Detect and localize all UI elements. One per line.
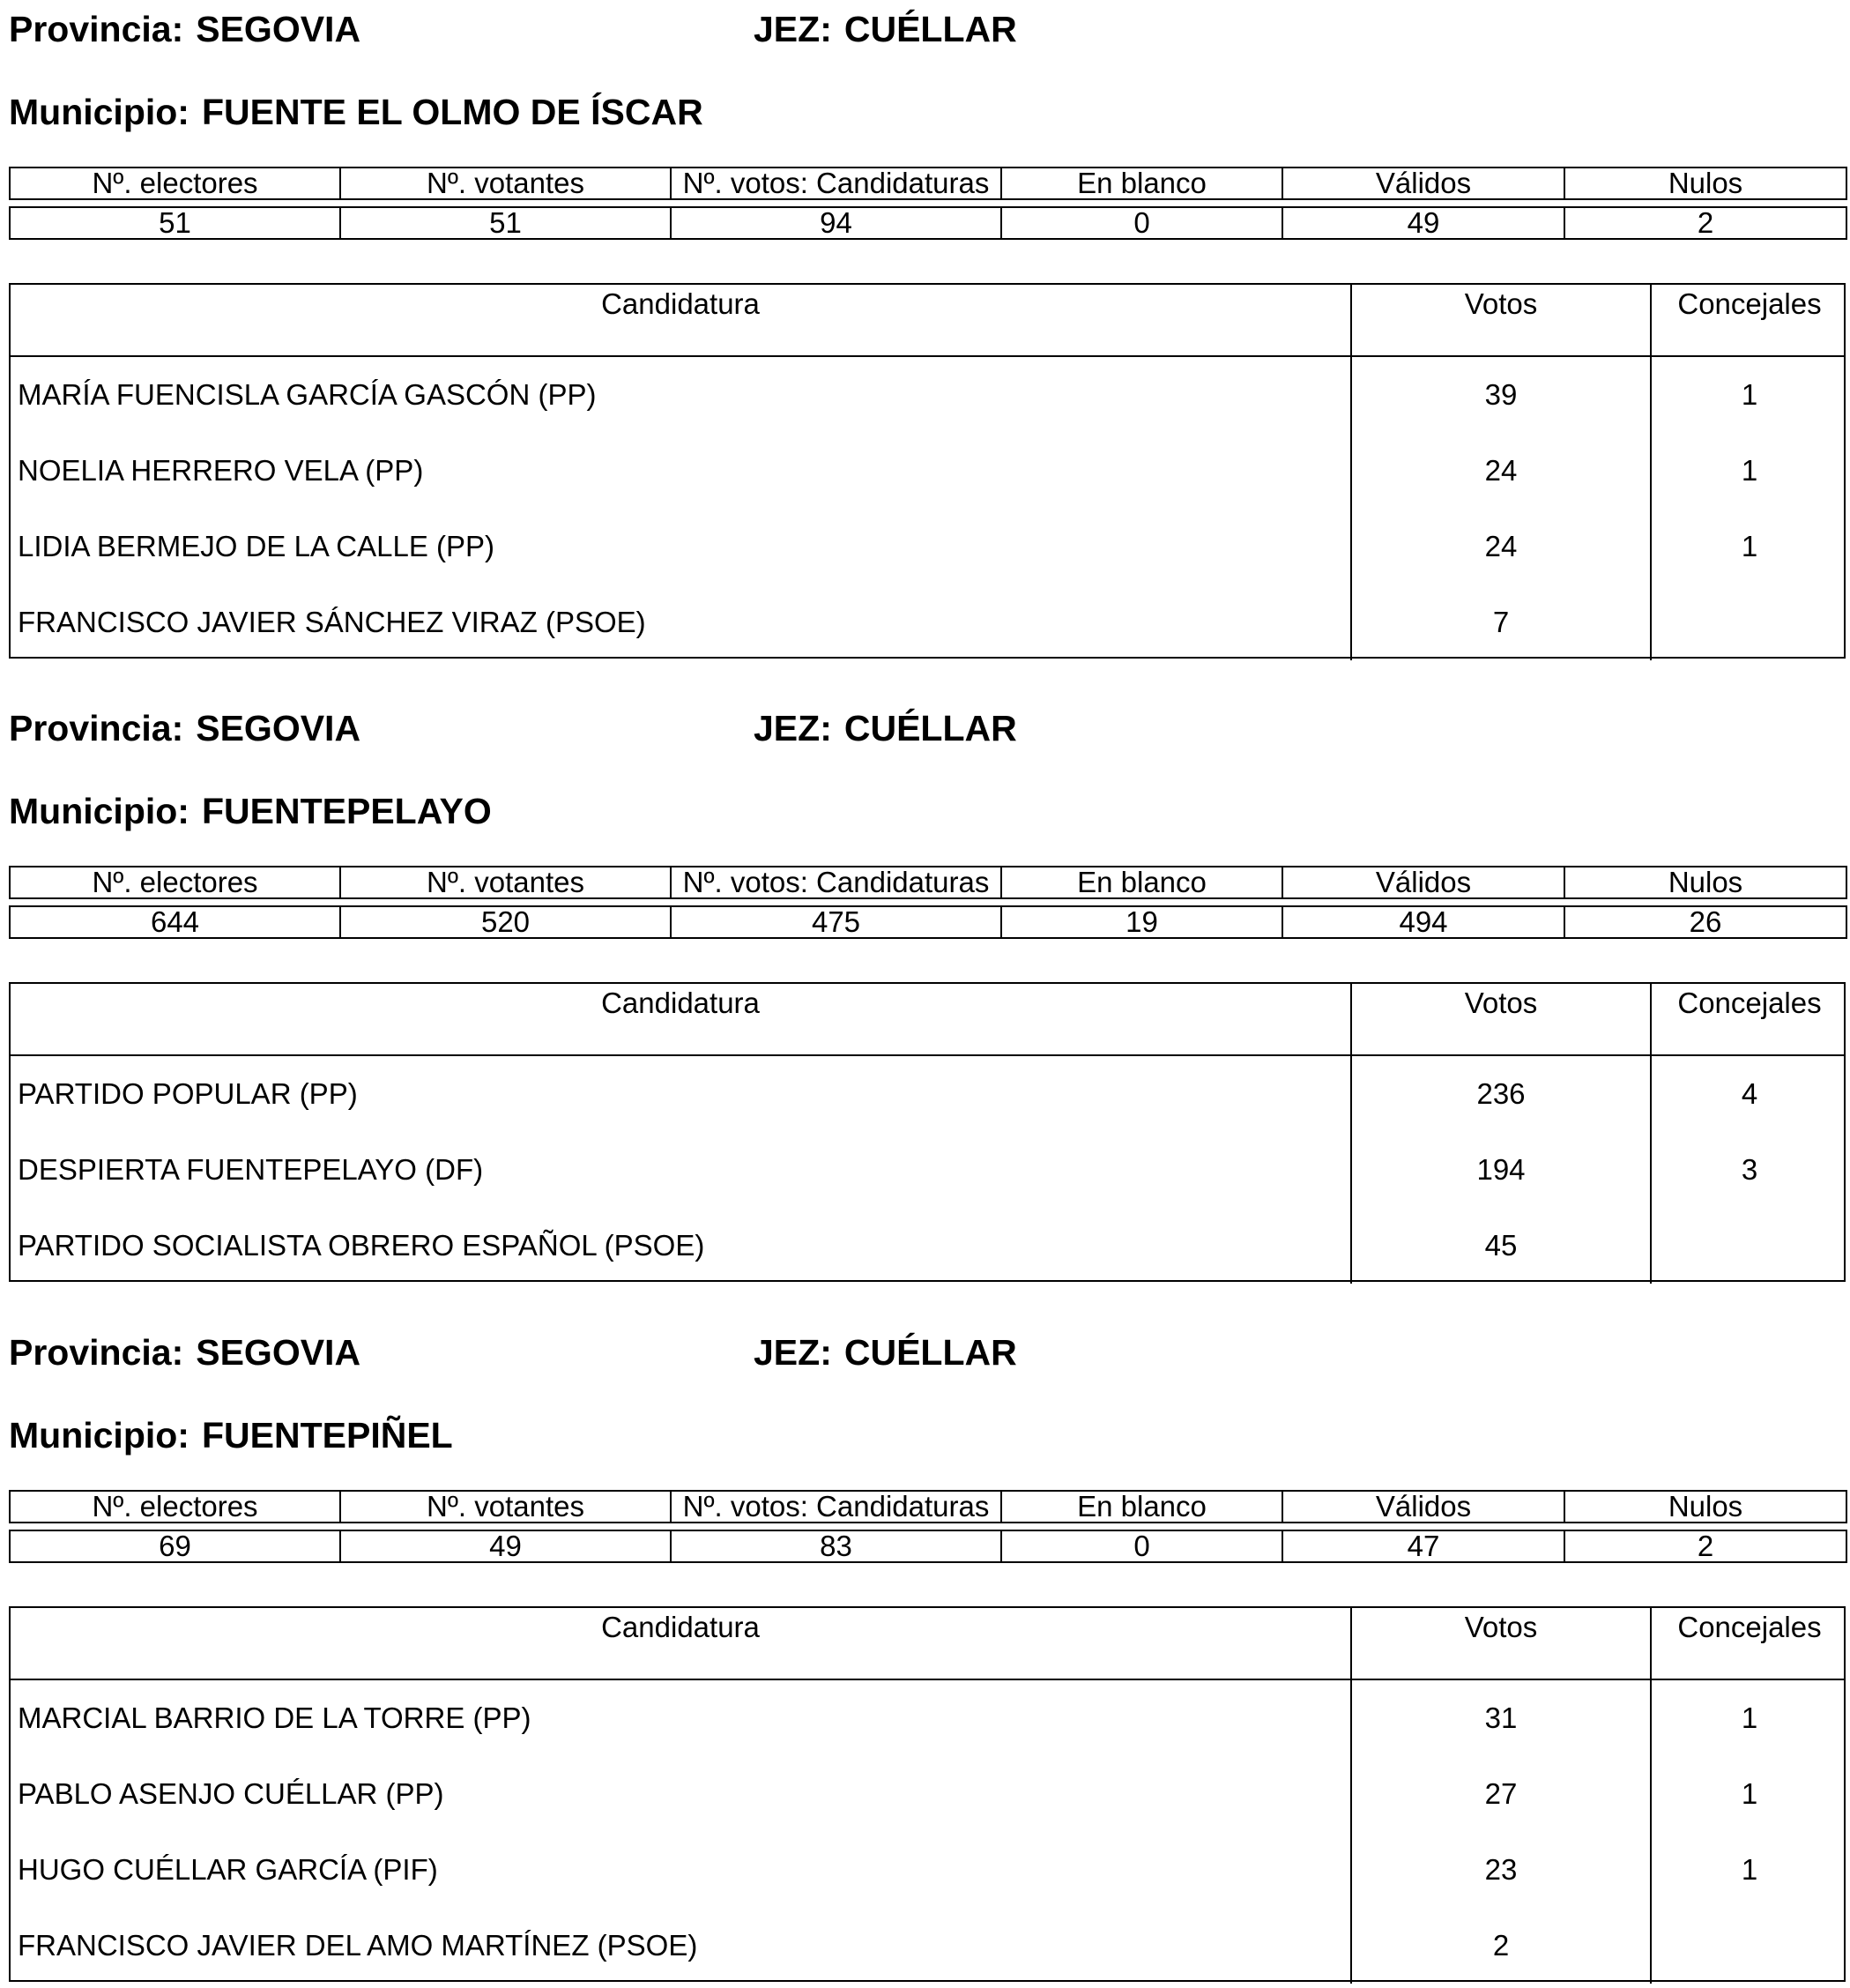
summary-header-row: [10, 168, 1846, 199]
votos-value: 23: [1350, 1832, 1650, 1908]
value-votantes: 49: [340, 1530, 671, 1562]
header-candidatura: Candidatura: [601, 1611, 760, 1643]
jez-value: CUÉLLAR: [843, 9, 1017, 49]
summary-values-table: [9, 206, 1847, 240]
summary-table: [9, 167, 1847, 200]
summary-value-row: [10, 906, 1846, 938]
header-votos-candidaturas: Nº. votos: Candidaturas: [671, 1491, 1001, 1523]
header-votos: Votos: [1350, 285, 1650, 355]
votos-value: 31: [1350, 1680, 1650, 1756]
header-electores: Nº. electores: [10, 168, 340, 199]
municipio-value: FUENTEPELAYO: [201, 791, 492, 831]
header-nulos: Nulos: [1564, 1491, 1846, 1523]
value-nulos: 2: [1564, 1530, 1846, 1562]
candidatura-name: LIDIA BERMEJO DE LA CALLE (PP): [18, 530, 495, 562]
municipio-value: FUENTE EL OLMO DE ÍSCAR: [201, 92, 703, 132]
table-row: [11, 584, 1844, 660]
table-row: [11, 1756, 1844, 1832]
header-concejales: Concejales: [1650, 984, 1847, 1054]
concejales-value: 1: [1650, 1680, 1847, 1756]
header-candidatura: Candidatura: [601, 987, 760, 1019]
header-electores: Nº. electores: [10, 1491, 340, 1523]
provincia-label: Provincia:: [9, 9, 184, 49]
jez-value: CUÉLLAR: [843, 1332, 1017, 1373]
candidatura-name: MARCIAL BARRIO DE LA TORRE (PP): [18, 1701, 531, 1734]
header-votantes: Nº. votantes: [340, 1491, 671, 1523]
table-row: [11, 1832, 1844, 1908]
votos-value: 2: [1350, 1908, 1650, 1984]
jez-label: JEZ:: [754, 708, 832, 748]
votos-value: 24: [1350, 433, 1650, 509]
header-votantes: Nº. votantes: [340, 168, 671, 199]
value-nulos: 26: [1564, 906, 1846, 938]
value-en-blanco: 0: [1001, 207, 1282, 239]
header-votos: Votos: [1350, 984, 1650, 1054]
candidatura-name: NOELIA HERRERO VELA (PP): [18, 454, 424, 487]
municipio-label: Municipio:: [9, 1415, 189, 1456]
provincia-value: SEGOVIA: [196, 1332, 361, 1373]
candidatura-name: MARÍA FUENCISLA GARCÍA GASCÓN (PP): [18, 378, 597, 411]
votos-value: 236: [1350, 1056, 1650, 1132]
provincia-heading: [9, 7, 360, 51]
municipio-value: FUENTEPIÑEL: [201, 1415, 453, 1456]
provincia-label: Provincia:: [9, 708, 184, 748]
header-concejales: Concejales: [1650, 285, 1847, 355]
votos-value: 7: [1350, 584, 1650, 660]
header-en-blanco: En blanco: [1001, 867, 1282, 898]
header-validos: Válidos: [1282, 168, 1564, 199]
results-table: [9, 1606, 1846, 1982]
summary-table: [9, 866, 1847, 899]
header-nulos: Nulos: [1564, 168, 1846, 199]
provincia-value: SEGOVIA: [196, 9, 361, 49]
value-validos: 47: [1282, 1530, 1564, 1562]
provincia-value: SEGOVIA: [196, 708, 361, 748]
table-row: [11, 1208, 1844, 1284]
concejales-value: 1: [1650, 433, 1847, 509]
summary-table: [9, 1490, 1847, 1523]
votos-value: 24: [1350, 509, 1650, 584]
table-row: [11, 357, 1844, 433]
municipio-label: Municipio:: [9, 92, 189, 132]
results-table: [9, 283, 1846, 659]
value-votos-candidaturas: 94: [671, 207, 1001, 239]
value-validos: 49: [1282, 207, 1564, 239]
table-row: [11, 1056, 1844, 1132]
results-header-row: [11, 984, 1844, 1056]
candidatura-name: PARTIDO SOCIALISTA OBRERO ESPAÑOL (PSOE): [18, 1229, 705, 1262]
candidatura-name: PABLO ASENJO CUÉLLAR (PP): [18, 1777, 444, 1810]
provincia-heading: [9, 706, 360, 750]
candidatura-name: FRANCISCO JAVIER SÁNCHEZ VIRAZ (PSOE): [18, 606, 646, 638]
provincia-label: Provincia:: [9, 1332, 184, 1373]
results-header-row: [11, 285, 1844, 357]
concejales-value: [1650, 584, 1847, 660]
summary-value-row: [10, 1530, 1846, 1562]
jez-label: JEZ:: [754, 1332, 832, 1373]
table-row: [11, 1132, 1844, 1208]
votos-value: 194: [1350, 1132, 1650, 1208]
header-en-blanco: En blanco: [1001, 168, 1282, 199]
value-votos-candidaturas: 83: [671, 1530, 1001, 1562]
concejales-value: 3: [1650, 1132, 1847, 1208]
header-concejales: Concejales: [1650, 1608, 1847, 1679]
municipio-heading: [9, 789, 492, 833]
value-nulos: 2: [1564, 207, 1846, 239]
results-table: [9, 982, 1846, 1282]
candidatura-name: PARTIDO POPULAR (PP): [18, 1077, 358, 1110]
concejales-value: [1650, 1208, 1847, 1284]
concejales-value: [1650, 1908, 1847, 1984]
jez-label: JEZ:: [754, 9, 832, 49]
header-validos: Válidos: [1282, 1491, 1564, 1523]
jez-heading: [754, 7, 1017, 51]
candidatura-name: DESPIERTA FUENTEPELAYO (DF): [18, 1153, 484, 1186]
header-nulos: Nulos: [1564, 867, 1846, 898]
votos-value: 39: [1350, 357, 1650, 433]
municipio-heading: [9, 1413, 453, 1457]
votos-value: 45: [1350, 1208, 1650, 1284]
header-candidatura: Candidatura: [601, 287, 760, 320]
header-electores: Nº. electores: [10, 867, 340, 898]
candidatura-name: FRANCISCO JAVIER DEL AMO MARTÍNEZ (PSOE): [18, 1929, 698, 1962]
summary-header-row: [10, 1491, 1846, 1523]
summary-header-row: [10, 867, 1846, 898]
value-en-blanco: 19: [1001, 906, 1282, 938]
candidatura-name: HUGO CUÉLLAR GARCÍA (PIF): [18, 1853, 438, 1886]
jez-value: CUÉLLAR: [843, 708, 1017, 748]
municipio-label: Municipio:: [9, 791, 189, 831]
header-votantes: Nº. votantes: [340, 867, 671, 898]
provincia-heading: [9, 1330, 360, 1374]
header-votos-candidaturas: Nº. votos: Candidaturas: [671, 168, 1001, 199]
value-en-blanco: 0: [1001, 1530, 1282, 1562]
summary-values-table: [9, 905, 1847, 939]
value-votantes: 520: [340, 906, 671, 938]
table-row: [11, 509, 1844, 584]
jez-heading: [754, 706, 1017, 750]
table-row: [11, 433, 1844, 509]
summary-value-row: [10, 207, 1846, 239]
table-row: [11, 1680, 1844, 1756]
value-votos-candidaturas: 475: [671, 906, 1001, 938]
summary-values-table: [9, 1530, 1847, 1563]
concejales-value: 1: [1650, 1832, 1847, 1908]
votos-value: 27: [1350, 1756, 1650, 1832]
header-votos: Votos: [1350, 1608, 1650, 1679]
value-validos: 494: [1282, 906, 1564, 938]
value-votantes: 51: [340, 207, 671, 239]
concejales-value: 1: [1650, 1756, 1847, 1832]
value-electores: 51: [10, 207, 340, 239]
table-row: [11, 1908, 1844, 1984]
header-en-blanco: En blanco: [1001, 1491, 1282, 1523]
header-validos: Válidos: [1282, 867, 1564, 898]
concejales-value: 1: [1650, 357, 1847, 433]
results-header-row: [11, 1608, 1844, 1680]
value-electores: 644: [10, 906, 340, 938]
jez-heading: [754, 1330, 1017, 1374]
concejales-value: 4: [1650, 1056, 1847, 1132]
municipio-heading: [9, 90, 703, 134]
header-votos-candidaturas: Nº. votos: Candidaturas: [671, 867, 1001, 898]
value-electores: 69: [10, 1530, 340, 1562]
concejales-value: 1: [1650, 509, 1847, 584]
